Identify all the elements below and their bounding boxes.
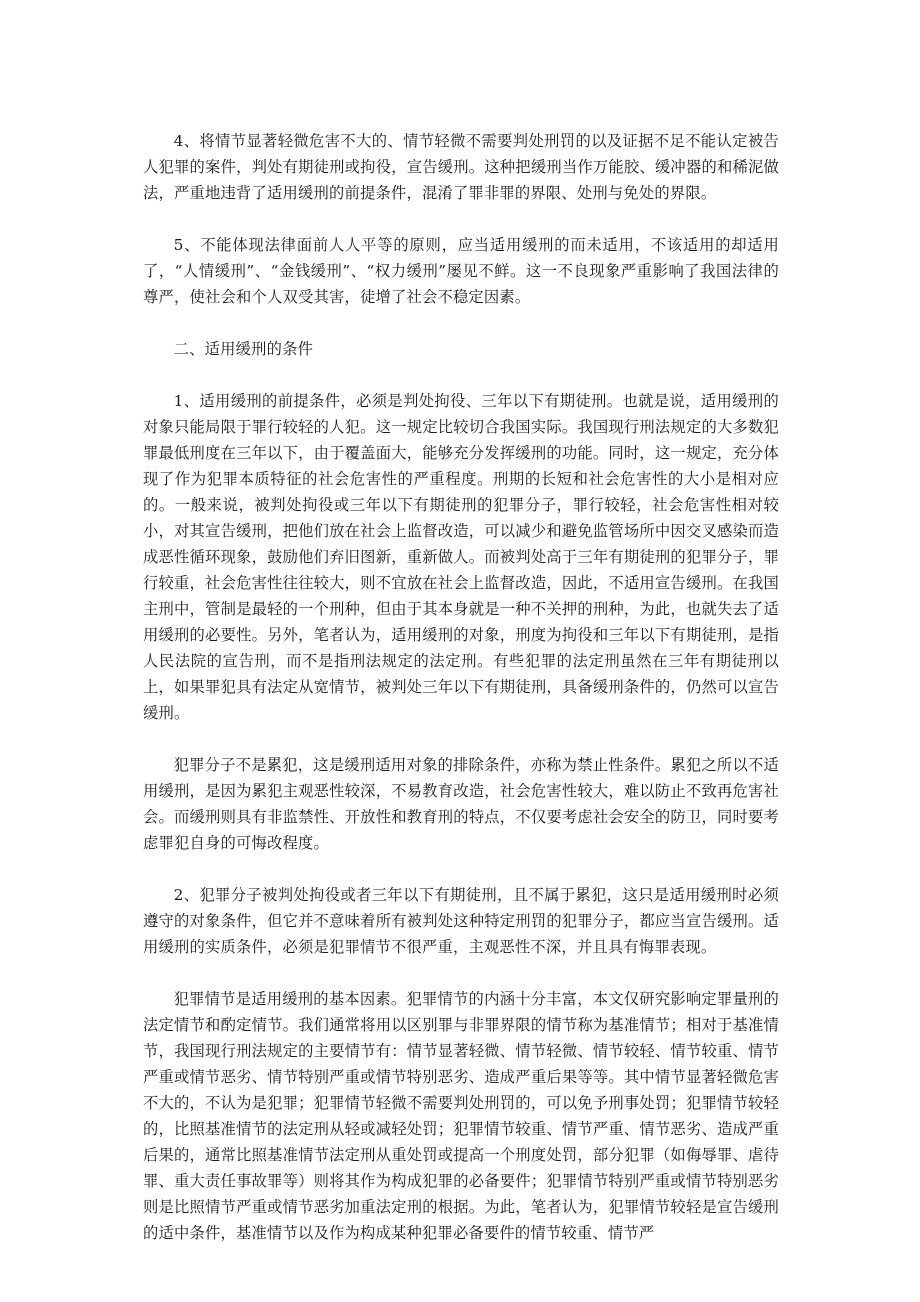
paragraph-condition-1: 1、适用缓刑的前提条件，必须是判处拘役、三年以下有期徒刑。也就是说，适用缓刑的对象只能局限于罪行较轻的人犯。这一规定比较切合我国实际。我国现行刑法规定的大多数犯罪最低刑度在三年以下，由于覆盖面大，能够充分发挥缓刑的功能。同时，这一规定，充分体现了作为犯罪本质特征的社会危害性的严重程度。刑期的长短和社会危害性的大小是相对应的。一般来说，被判处拘役或三年以下有期徒刑的犯罪分子，罪行较轻，社会危害性相对较小，对其宣告缓刑，把他们放在社会上监督改造，可以减少和避免监管场所中因交叉感染而造成恶性循环现象，鼓励他们弃旧图新，重新做人。而被判处高于三年有期徒刑的犯罪分子，罪行较重，社会危害性往往较大，则不宜放在社会上监督改造，因此，不适用宣告缓刑。在我国主刑中，管制是最轻的一个刑种，但由于其本身就是一种不关押的刑种，为此，也就失去了适用缓刑的必要性。另外，笔者认为，适用缓刑的对象，刑度为拘役和三年以下有期徒刑，是指人民法院的宣告刑，而不是指刑法规定的法定刑。有些犯罪的法定刑虽然在三年有期徒刑以上，如果罪犯具有法定从宽情节，被判处三年以下有期徒刑，具备缓刑条件的，仍然可以宣告缓刑。 bbox=[143, 392, 779, 722]
paragraph-condition-2: 2、犯罪分子被判处拘役或者三年以下有期徒刑，且不属于累犯，这只是适用缓刑时必须遵守的对象条件，但它并不意味着所有被判处这种特定刑罚的犯罪分子，都应当宣告缓刑。适用缓刑的实质条件，必须是犯罪情节不很严重，主观恶性不深，并且具有悔罪表现。 bbox=[143, 886, 779, 956]
section-heading: 二、适用缓刑的条件 bbox=[173, 340, 314, 358]
document-body bbox=[143, 128, 779, 1272]
paragraph-item-5: 5、不能体现法律面前人人平等的原则，应当适用缓刑的而未适用，不该适用的却适用了，“人情缓刑”、“金钱缓刑”、“权力缓刑”屡见不鲜。这一不良现象严重影响了我国法律的尊严，使社会和个人双受其害，徒增了社会不稳定因素。 bbox=[143, 236, 779, 306]
paragraph-circumstances: 犯罪情节是适用缓刑的基本因素。犯罪情节的内涵十分丰富，本文仅研究影响定罪量刑的法定情节和酌定情节。我们通常将用以区别罪与非罪界限的情节称为基准情节；相对于基准情节，我国现行刑法规定的主要情节有：情节显著轻微、情节轻微、情节较轻、情节较重、情节严重或情节恶劣、情节特别严重或情节特别恶劣、造成严重后果等等。其中情节显著轻微危害不大的，不认为是犯罪；犯罪情节轻微不需要判处刑罚的，可以免予刑事处罚；犯罪情节较轻的，比照基准情节的法定刑从轻或减轻处罚；犯罪情节较重、情节严重、情节恶劣、造成严重后果的，通常比照基准情节法定刑从重处罚或提高一个刑度处罚，部分犯罪（如侮辱罪、虐待罪、重大责任事故罪等）则将其作为构成犯罪的必备要件；犯罪情节特别严重或情节特别恶劣则是比照情节严重或情节恶劣加重法定刑的根据。为此，笔者认为，犯罪情节较轻是宣告缓刑的适中条件，基准情节以及作为构成某种犯罪必备要件的情节较重、情节严 bbox=[143, 990, 779, 1242]
paragraph-recidivist: 犯罪分子不是累犯，这是缓刑适用对象的排除条件，亦称为禁止性条件。累犯之所以不适用缓刑，是因为累犯主观恶性较深，不易教育改造，社会危害性较大，难以防止不致再危害社会。而缓刑则具有非监禁性、开放性和教育刑的特点，不仅要考虑社会安全的防卫，同时要考虑罪犯自身的可悔改程度。 bbox=[143, 756, 779, 852]
paragraph-item-4: 4、将情节显著轻微危害不大的、情节轻微不需要判处刑罚的以及证据不足不能认定被告人犯罪的案件，判处有期徒刑或拘役，宣告缓刑。这种把缓刑当作万能胶、缓冲器的和稀泥做法，严重地违背了适用缓刑的前提条件，混淆了罪非罪的界限、处刑与免处的界限。 bbox=[143, 132, 779, 202]
